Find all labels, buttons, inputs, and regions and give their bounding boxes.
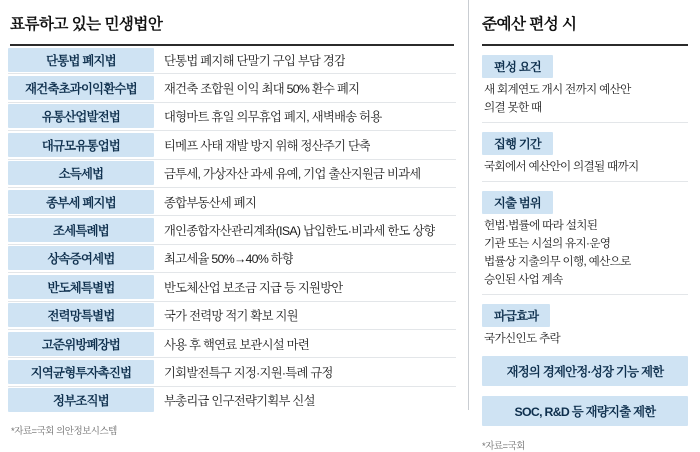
- info-line: 법률상 지출의무 이행, 예산으로: [484, 255, 631, 268]
- block-separator: [482, 294, 688, 295]
- bill-name: 전력망특별법: [8, 303, 154, 327]
- bill-name: 상속증여세법: [8, 246, 154, 270]
- table-row: [8, 131, 456, 159]
- info-line: 기관 또는 시설의 유지·운영: [484, 237, 611, 250]
- table-row: [8, 273, 456, 301]
- bill-description: 재건축 조합원 이익 최대 50% 환수 폐지: [164, 82, 360, 97]
- table-row: [8, 302, 456, 330]
- bill-name: 고준위방폐장법: [8, 332, 154, 356]
- right-panel: [470, 0, 700, 452]
- right-title-rule: [482, 44, 688, 46]
- table-row: [8, 103, 456, 131]
- table-row: [8, 330, 456, 358]
- bill-description: 국가 전력망 적기 확보 지원: [164, 309, 298, 324]
- info-block: [482, 55, 688, 115]
- table-row: [8, 358, 456, 386]
- info-line: 국회에서 예산안이 의결될 때까지: [484, 160, 639, 173]
- right-source-note: *자료=국회: [482, 441, 525, 452]
- bill-name: 소득세법: [8, 161, 154, 185]
- left-source-note: *자료=국회 의안정보시스템: [11, 426, 117, 438]
- bill-description: 기회발전특구 지정·지원·특례 규정: [164, 365, 333, 380]
- bill-description: 금투세, 가상자산 과세 유예, 기업 출산지원금 비과세: [164, 167, 421, 182]
- table-row: [8, 46, 456, 74]
- bill-name: 지역균형투자촉진법: [8, 360, 154, 384]
- bill-description: 대형마트 휴일 의무휴업 폐지, 새벽배송 허용: [164, 110, 382, 125]
- bill-name: 종부세 폐지법: [8, 190, 154, 214]
- block-separator: [482, 122, 688, 123]
- bill-name: 대규모유통업법: [8, 133, 154, 157]
- info-block: [482, 191, 688, 287]
- bill-name: 반도체특별법: [8, 275, 154, 299]
- bill-name: 정부조직법: [8, 388, 154, 412]
- info-line: 새 회계연도 개시 전까지 예산안: [484, 83, 631, 96]
- bill-description: 최고세율 50%→40% 하향: [164, 252, 294, 267]
- right-panel-title: 준예산 편성 시: [482, 16, 577, 33]
- table-row: [8, 188, 456, 216]
- block-separator: [482, 181, 688, 182]
- info-block: [482, 132, 688, 174]
- bill-name: 조세특례법: [8, 218, 154, 242]
- info-line: 승인된 사업 계속: [484, 273, 563, 286]
- info-block-body: [482, 218, 688, 287]
- impact-banner: 재정의 경제안정·성장 기능 제한: [482, 356, 688, 386]
- info-block-heading: 집행 기간: [482, 132, 553, 155]
- bill-list: [8, 46, 456, 414]
- bill-description: 개인종합자산관리계좌(ISA) 납입한도·비과세 한도 상향: [164, 224, 435, 239]
- bill-description: 티메프 사태 재발 방지 위해 정산주기 단축: [164, 138, 371, 153]
- panel-divider: [468, 0, 469, 410]
- bill-name: 유통산업발전법: [8, 104, 154, 128]
- bill-description: 반도체산업 보조금 지급 등 지원방안: [164, 280, 343, 295]
- info-line: 헌법·법률에 따라 설치된: [484, 219, 598, 232]
- info-block-body: [482, 82, 688, 115]
- impact-banner: SOC, R&D 등 재량지출 제한: [482, 396, 688, 426]
- info-block-heading: 지출 범위: [482, 191, 553, 214]
- table-row: [8, 160, 456, 188]
- info-block: [482, 304, 688, 346]
- info-line: 의결 못한 때: [484, 101, 542, 114]
- bill-description: 종합부동산세 폐지: [164, 195, 257, 210]
- table-row: [8, 216, 456, 244]
- info-block-body: [482, 331, 688, 346]
- bill-description: 단통법 폐지해 단말기 구입 부담 경감: [164, 53, 346, 68]
- info-block-heading: 파급효과: [482, 304, 550, 327]
- bill-name: 단통법 폐지법: [8, 48, 154, 72]
- table-row: [8, 74, 456, 102]
- table-row: [8, 245, 456, 273]
- bill-name: 재건축초과이익환수법: [8, 76, 154, 100]
- left-panel-title: 표류하고 있는 민생법안: [10, 16, 163, 33]
- bill-description: 사용 후 핵연료 보관시설 마련: [164, 337, 310, 352]
- info-block-heading: 편성 요건: [482, 55, 553, 78]
- info-line: 국가신인도 추락: [484, 332, 561, 345]
- info-block-body: [482, 159, 688, 174]
- bill-description: 부총리급 인구전략기획부 신설: [164, 394, 315, 409]
